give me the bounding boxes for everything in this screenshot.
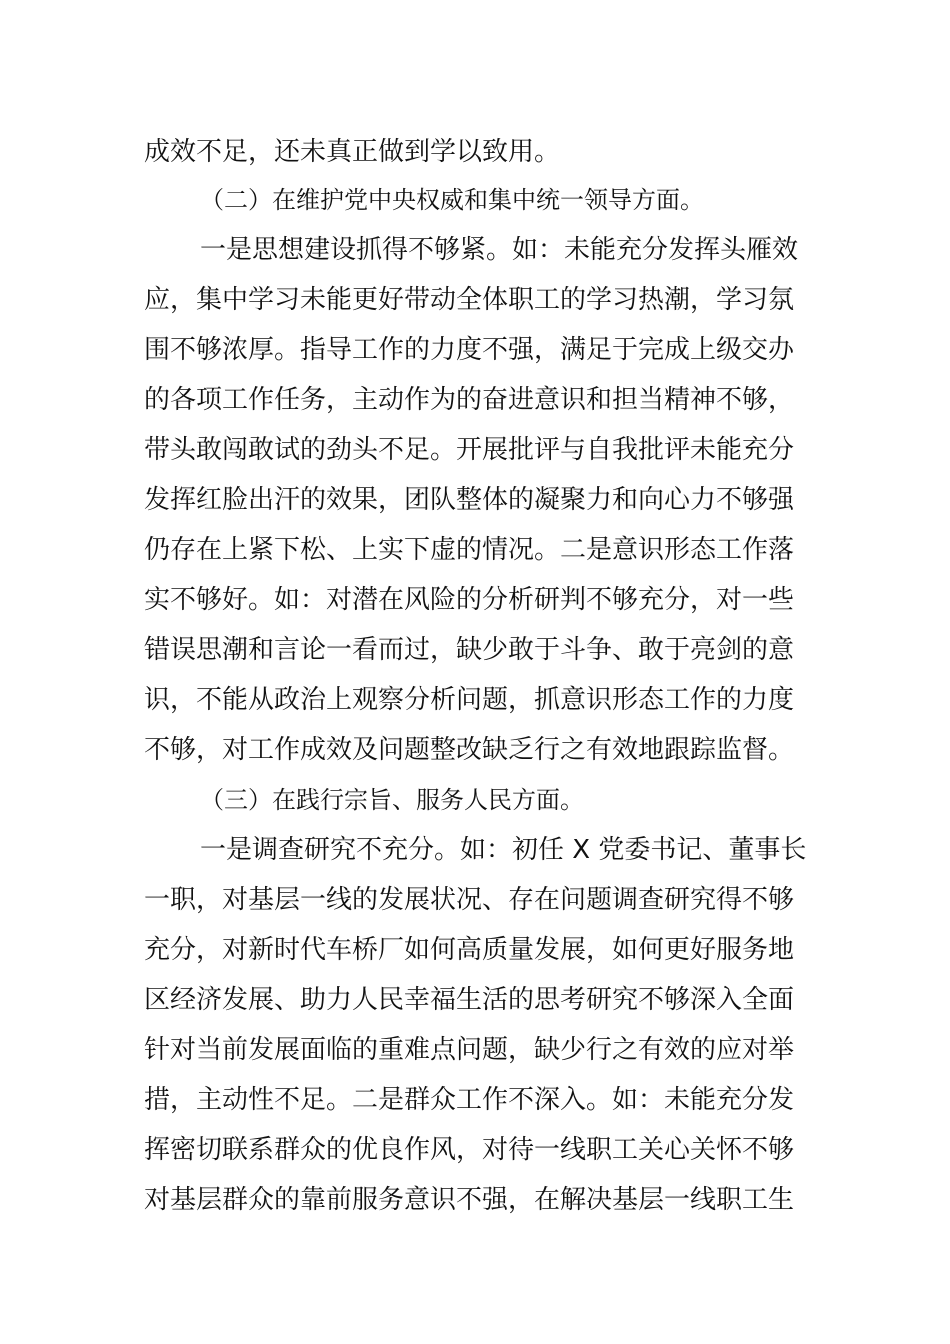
text-line: 区经济发展、助力人民幸福生活的思考研究不够深入全面	[144, 985, 795, 1015]
text-line: 围不够浓厚。指导工作的力度不强，满足于完成上级交办	[144, 335, 795, 365]
text-line: 充分，对新时代车桥厂如何高质量发展，如何更好服务地	[144, 935, 795, 965]
text-line: 挥密切联系群众的优良作风，对待一线职工关心关怀不够	[144, 1135, 795, 1165]
text-line: 不够，对工作成效及问题整改缺乏行之有效地跟踪监督。	[144, 735, 795, 765]
text-line: 实不够好。如：对潜在风险的分析研判不够充分，对一些	[144, 585, 795, 615]
text-line: 对基层群众的靠前服务意识不强，在解决基层一线职工生	[144, 1185, 795, 1215]
text-line: 的各项工作任务，主动作为的奋进意识和担当精神不够，	[144, 385, 795, 415]
text-line: 错误思潮和言论一看而过，缺少敢于斗争、敢于亮剑的意	[144, 635, 795, 665]
text-line: 发挥红脸出汗的效果，团队整体的凝聚力和向心力不够强	[144, 485, 795, 515]
section-heading: （二）在维护党中央权威和集中统一领导方面。	[200, 186, 704, 214]
paragraph-first-line: 一是调查研究不充分。如：初任 X 党委书记、董事长	[200, 835, 807, 865]
text-line: 仍存在上紧下松、上实下虚的情况。二是意识形态工作落	[144, 535, 795, 565]
text-line: 带头敢闯敢试的劲头不足。开展批评与自我批评未能充分	[144, 435, 795, 465]
section-heading: （三）在践行宗旨、服务人民方面。	[200, 786, 584, 814]
text-line: 一职，对基层一线的发展状况、存在问题调查研究得不够	[144, 885, 795, 915]
text-line: 针对当前发展面临的重难点问题，缺少行之有效的应对举	[144, 1035, 795, 1065]
text-line: 识，不能从政治上观察分析问题，抓意识形态工作的力度	[144, 685, 795, 715]
paragraph-first-line: 一是思想建设抓得不够紧。如：未能充分发挥头雁效	[200, 235, 799, 265]
text-line: 成效不足，还未真正做到学以致用。	[144, 137, 561, 167]
text-line: 措，主动性不足。二是群众工作不深入。如：未能充分发	[144, 1085, 795, 1115]
text-line: 应，集中学习未能更好带动全体职工的学习热潮，学习氛	[144, 285, 795, 315]
